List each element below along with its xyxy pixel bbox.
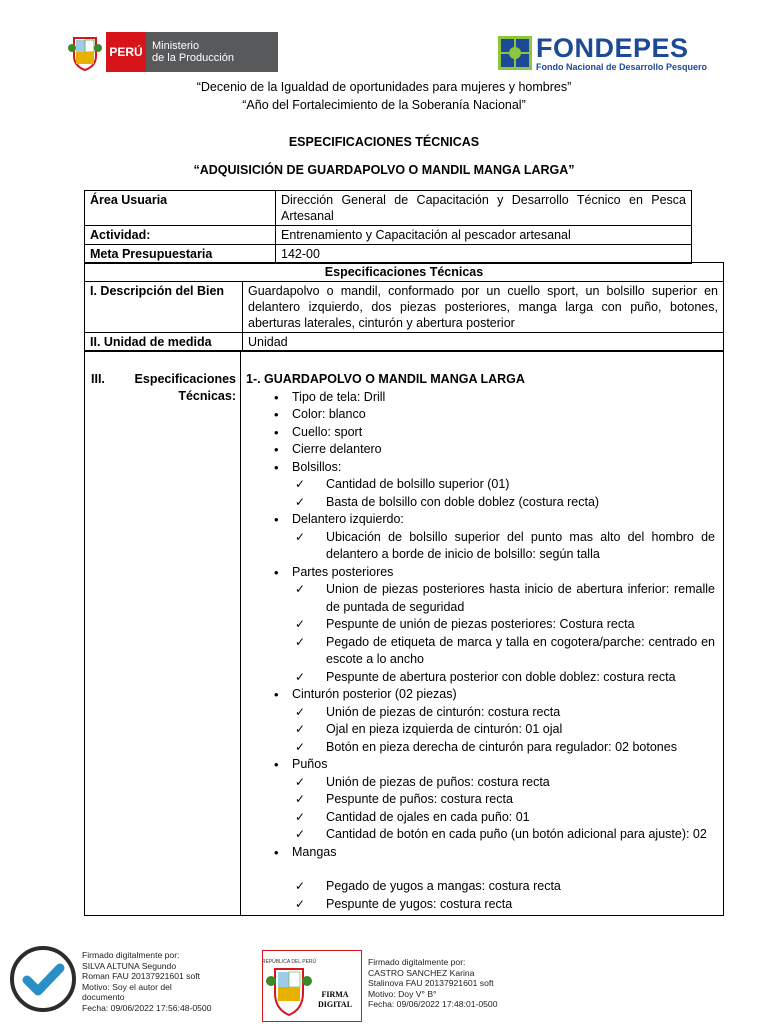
table-row [85, 263, 724, 282]
technical-specs-word-1: Especificaciones [134, 372, 236, 386]
spec-subitem [246, 529, 715, 564]
signature-1-line: Roman FAU 20137921601 soft [82, 971, 201, 981]
seal-label-1: FIRMA [321, 990, 349, 999]
spec-bullet: • Bolsillos: [246, 459, 715, 477]
checkmark-icon: ✓ [295, 827, 306, 841]
bullet-list [246, 389, 715, 914]
spec-subitem [246, 616, 715, 634]
spec-subitem [246, 878, 715, 896]
checkmark-icon: ✓ [295, 477, 306, 491]
technical-specs-body [246, 371, 715, 913]
spec-header: Especificaciones Técnicas [85, 263, 724, 282]
info-table [84, 190, 692, 264]
technical-specs-roman: III. [91, 372, 105, 386]
activity-value: Entrenamiento y Capacitación al pescador artesanal [276, 226, 692, 245]
decade-line-1: “Decenio de la Igualdad de oportunidades para mujeres y hombres” [196, 80, 572, 94]
ministry-label [146, 32, 278, 72]
spec-subitem-text: Cantidad de botón en cada puño (un botón adicional para ajuste): 02 [326, 827, 707, 841]
spec-subitem-text: Pespunte de abertura posterior con doble doblez: costura recta [326, 669, 676, 684]
document-subtitle: “ADQUISICIÓN DE GUARDAPOLVO O MANDIL MANGA LARGA” [193, 163, 575, 177]
spec-subitem-text: Botón en pieza derecha de cinturón para regulador: 02 botones [326, 739, 677, 754]
signature-2-line: Firmado digitalmente por: [368, 957, 466, 967]
checkmark-icon: ✓ [295, 739, 306, 754]
checkmark-icon: ✓ [295, 582, 306, 596]
peru-seal-icon [263, 951, 361, 1021]
fondepes-logo [498, 34, 707, 72]
ministry-line-1: Ministerio [152, 40, 200, 52]
area-label: Área Usuaria [85, 191, 276, 226]
signature-1-line: Motivo: Soy el autor del [82, 981, 172, 992]
signature-2-text [368, 957, 538, 1010]
spec-subitem-text: Unión de piezas de puños: costura recta [326, 774, 550, 789]
checkmark-icon: ✓ [295, 792, 306, 806]
spec-subitem-text: Basta de bolsillo con doble doblez (costura recta) [326, 494, 600, 509]
spec-bullet: • Mangas [246, 844, 715, 862]
digital-signature-check-icon [8, 944, 78, 1014]
signature-2-line: Fecha: 09/06/2022 17:48:01-0500 [368, 999, 498, 1009]
spec-subitem [246, 669, 715, 687]
signature-2-line: Stalinova FAU 20137921601 soft [368, 978, 494, 988]
spec-subitem-text: Ojal en pieza izquierda de cinturón: 01 ojal [326, 722, 563, 736]
spec-subitem-text: Cantidad de ojales en cada puño: 01 [326, 809, 530, 824]
budget-value: 142-00 [276, 245, 692, 264]
peru-coat-of-arms-icon [68, 32, 102, 72]
description-value: Guardapolvo o mandil, conformado por un cuello sport, un bolsillo superior en delantero izquierdo, dos piezas posteriores, manga larga con puño, botones, aberturas laterales, cinturón y abertura posterior [243, 282, 724, 333]
checkmark-icon: ✓ [295, 704, 306, 719]
activity-label: Actividad: [85, 226, 276, 245]
signature-2-line: Motivo: Doy V° B° [368, 988, 437, 999]
checkmark-icon: ✓ [295, 529, 306, 544]
fondepes-mark-icon [498, 36, 532, 70]
spec-subitem [246, 634, 715, 669]
signature-2-line: CASTRO SANCHEZ Karina [368, 967, 475, 978]
checkmark-icon: ✓ [295, 634, 306, 649]
signature-1-line: Fecha: 09/06/2022 17:56:48-0500 [82, 1002, 212, 1013]
spec-subitem-text: Pespunte de yugos: costura recta [326, 896, 513, 911]
spec-table [84, 262, 724, 352]
seal-label-2: DIGITAL [317, 1000, 353, 1009]
spacer [246, 861, 715, 878]
spec-subitem [246, 704, 715, 722]
table-row [85, 282, 724, 333]
checkmark-icon: ✓ [295, 809, 306, 824]
spec-subitem [246, 774, 715, 792]
checkmark-icon: ✓ [295, 896, 306, 911]
spec-bullet: • Tipo de tela: Drill [246, 389, 715, 407]
spec-subitem-text: Unión de piezas de cinturón: costura recta [326, 704, 561, 719]
spec-subitem-text: Pegado de yugos a mangas: costura recta [326, 879, 561, 893]
table-row [85, 333, 724, 352]
spec-bullet: • Cierre delantero [246, 441, 715, 459]
spec-subitem [246, 494, 715, 512]
digital-signature-seal [262, 950, 362, 1022]
description-label: I. Descripción del Bien [85, 282, 243, 333]
checkmark-icon: ✓ [295, 617, 306, 631]
spec-subitem [246, 739, 715, 757]
checkmark-icon: ✓ [295, 494, 306, 509]
spec-bullet: • Delantero izquierdo: [246, 511, 715, 529]
spec-subitem [246, 826, 715, 844]
table-row [85, 245, 692, 264]
area-value: Dirección General de Capacitación y Desarrollo Técnico en Pesca Artesanal [276, 191, 692, 226]
unit-label: II. Unidad de medida [85, 333, 243, 352]
fondepes-name: FONDEPES [536, 33, 689, 63]
spec-bullet: • Puños [246, 756, 715, 774]
spec-subitem [246, 809, 715, 827]
checkmark-icon: ✓ [295, 879, 306, 893]
spec-subitem-text: Pespunte de puños: costura recta [326, 792, 513, 806]
checkmark-icon: ✓ [295, 774, 306, 789]
ministry-line-2: de la Producción [152, 52, 234, 64]
spec-subitem-text: Ubicación de bolsillo superior del punto mas alto del hombro de delantero a borde de inicio de bolsillo: según talla [326, 529, 715, 561]
item-title: 1-. GUARDAPOLVO O MANDIL MANGA LARGA [246, 372, 525, 386]
spec-subitem [246, 896, 715, 914]
spec-bullet: • Color: blanco [246, 406, 715, 424]
spec-subitem-text: Pegado de etiqueta de marca y talla en cogotera/parche: centrado en escote a lo ancho [326, 634, 715, 666]
fondepes-subtitle: Fondo Nacional de Desarrollo Pesquero [536, 62, 708, 72]
spec-bullet: • Cinturón posterior (02 piezas) [246, 686, 715, 704]
spec-subitem [246, 581, 715, 616]
signature-1-line: Firmado digitalmente por: [82, 950, 180, 960]
spec-subitem [246, 476, 715, 494]
unit-value: Unidad [243, 333, 724, 352]
document-title: ESPECIFICACIONES TÉCNICAS [288, 135, 480, 149]
peru-label: PERÚ [106, 32, 146, 72]
checkmark-icon: ✓ [295, 669, 306, 684]
spec-subitem-text: Cantidad de bolsillo superior (01) [326, 477, 510, 491]
spec-subitem-text: Union de piezas posteriores hasta inicio de abertura inferior: remalle de puntada de seguridad [326, 582, 715, 614]
table-row [85, 226, 692, 245]
checkmark-icon: ✓ [295, 722, 306, 736]
technical-specs-word-2: Técnicas: [178, 389, 236, 403]
spec-subitem [246, 791, 715, 809]
seal-top-text: REPÚBLICA DEL PERÚ [263, 959, 317, 965]
table-row [85, 191, 692, 226]
signature-1-text [82, 950, 252, 1013]
spec-subitem-text: Pespunte de unión de piezas posteriores: Costura recta [326, 617, 635, 631]
peru-ministry-logo [68, 32, 278, 72]
column-divider [240, 351, 241, 915]
signature-1-line: documento [82, 992, 125, 1002]
budget-label: Meta Presupuestaria [85, 245, 276, 264]
technical-specs-section [84, 350, 724, 916]
spec-bullet: • Partes posteriores [246, 564, 715, 582]
decade-line-2: “Año del Fortalecimiento de la Soberanía Nacional” [242, 98, 526, 112]
spec-subitem [246, 721, 715, 739]
signature-1-line: SILVA ALTUNA Segundo [82, 960, 177, 971]
spec-bullet: • Cuello: sport [246, 424, 715, 442]
